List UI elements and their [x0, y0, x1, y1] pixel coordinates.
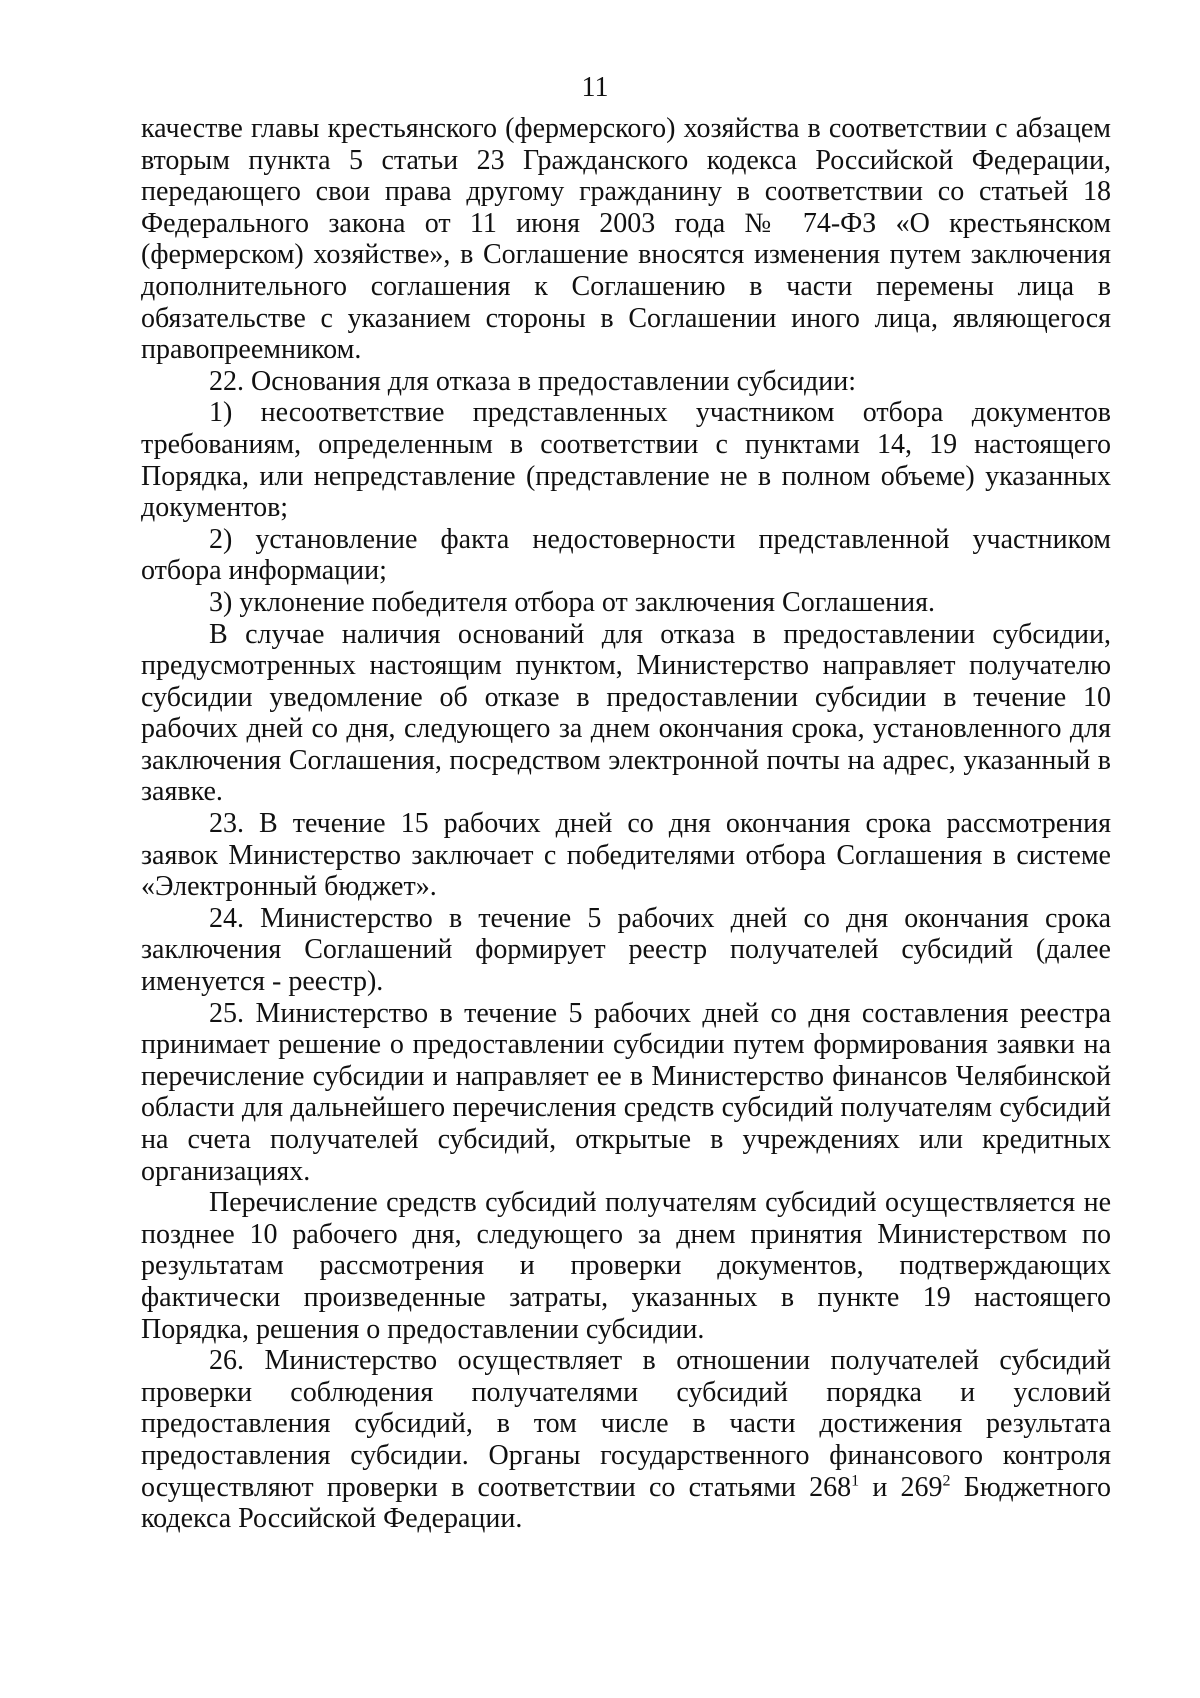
article-superscript-2: 2	[942, 1472, 951, 1490]
paragraph-continuation: качестве главы крестьянского (фермерского) хозяйства в соответствии с абзацем вторым пункта 5 статьи 23 Гражданского кодекса Российской Федерации, передающего свои права другому гражданину в соответствии со статьей 18 Федерального закона от 11 июня 2003 года № 74-ФЗ «О крестьянском (фермерском) хозяйстве», в Соглашение вносятся изменения путем заключения дополнительного соглашения к Соглашению в части перемены лица в обязательстве с указанием стороны в Соглашении иного лица, являющегося правопреемником.	[141, 113, 1111, 366]
paragraph-subitem-3: 3) уклонение победителя отбора от заключения Соглашения.	[209, 586, 936, 618]
paragraph-item-25: 25. Министерство в течение 5 рабочих дней со дня составления реестра принимает решение о предоставлении субсидии путем формирования заявки на перечисление субсидии и направляет ее в Министерство финансов Челябинской области для дальнейшего перечисления средств субсидий получателям субсидий на счета получателей субсидий, открытые в учреждениях или кредитных организациях.	[141, 997, 1111, 1187]
paragraph-item-26	[141, 1345, 1111, 1535]
page-number: 11	[581, 72, 609, 103]
document-body	[141, 113, 1111, 1535]
paragraph-subitem-2: 2) установление факта недостоверности представленной участником отбора информации;	[141, 523, 1111, 587]
article-superscript-1: 1	[851, 1472, 860, 1490]
paragraph-refusal-notice: В случае наличия оснований для отказа в предоставлении субсидии, предусмотренных настоящим пунктом, Министерство направляет получателю субсидии уведомление об отказе в предоставлении субсидии в течение 10 рабочих дней со дня, следующего за днем окончания срока, установленного для заключения Соглашения, посредством электронной почты на адрес, указанный в заявке.	[141, 618, 1111, 808]
paragraph-item-23: 23. В течение 15 рабочих дней со дня окончания срока рассмотрения заявок Министерство заключает с победителями отбора Соглашения в системе «Электронный бюджет».	[141, 808, 1111, 903]
paragraph-item-22: 22. Основания для отказа в предоставлении субсидии:	[209, 365, 857, 397]
article-number-1: 268	[809, 1471, 852, 1503]
paragraph-transfer-terms: Перечисление средств субсидий получателям субсидий осуществляется не позднее 10 рабочего дня, следующего за днем принятия Министерством по результатам рассмотрения и проверки документов, подтверждающих фактически произведенные затраты, указанных в пункте 19 настоящего Порядка, решения о предоставлении субсидии.	[141, 1187, 1111, 1345]
paragraph-item-24: 24. Министерство в течение 5 рабочих дней со дня окончания срока заключения Соглашений формирует реестр получателей субсидий (далее именуется - реестр).	[141, 902, 1111, 998]
article-number-2: 269	[900, 1471, 943, 1503]
paragraph-subitem-1: 1) несоответствие представленных участником отбора документов требованиям, определенным в соответствии с пунктами 14, 19 настоящего Порядка, или непредставление (представление не в полном объеме) указанных документов;	[141, 397, 1111, 524]
paragraph-item-26-text: 26. Министерство осуществляет в отношении получателей субсидий проверки соблюдения получателями субсидий порядка и условий предоставления субсидий, в том числе в части достижения результата предоставления субсидии. Органы государственного финансового контроля осуществляют проверки в соответствии со статьями	[141, 1345, 1111, 1503]
article-connector: и	[859, 1471, 901, 1503]
paragraph-item-26-ending: Бюджетного кодекса Российской Федерации.	[141, 1471, 1111, 1535]
